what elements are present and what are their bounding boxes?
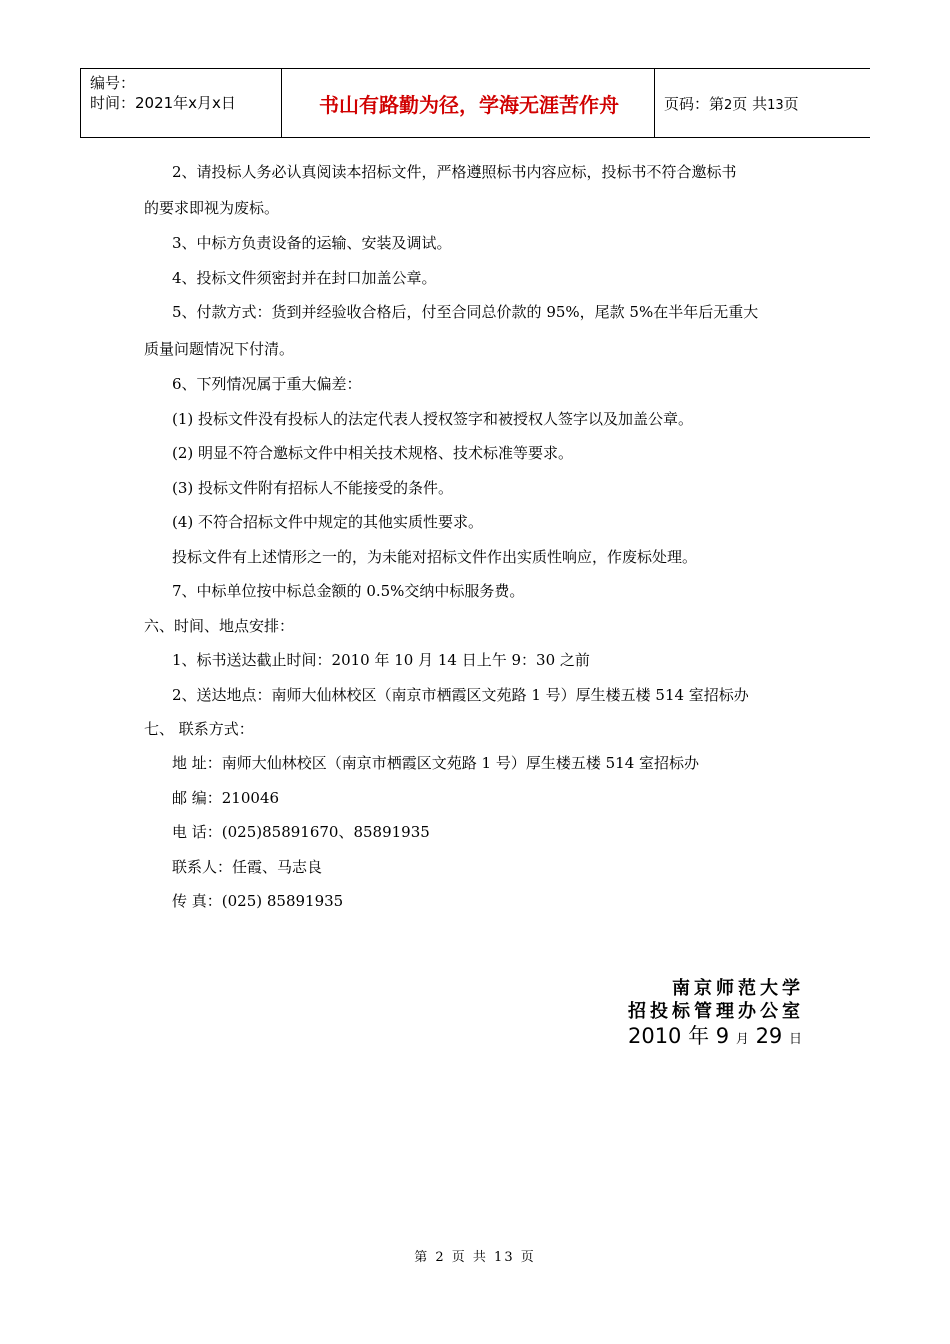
- header-border-left: [80, 69, 81, 137]
- body-line: (1) 投标文件没有投标人的法定代表人授权签字和被授权人签字以及加盖公章。: [172, 410, 694, 428]
- date-yue: 月: [735, 1032, 749, 1047]
- header-time: 时间：2021年x月x日: [90, 94, 236, 112]
- body-line: 6、下列情况属于重大偏差：: [172, 375, 362, 393]
- section-heading: 七、 联系方式：: [144, 720, 254, 738]
- body-line: 投标文件有上述情形之一的，为未能对招标文件作出实质性响应，作废标处理。: [172, 548, 698, 566]
- page-footer: 第 2 页 共 13 页: [414, 1250, 536, 1265]
- signature-date: [628, 1020, 802, 1050]
- signature-org: 南京师范大学: [672, 978, 804, 999]
- body-line: (4) 不符合招标文件中规定的其他实质性要求。: [172, 513, 484, 531]
- header-motto: 书山有路勤为径，学海无涯苦作舟: [319, 92, 619, 117]
- date-day: 29: [755, 1024, 783, 1048]
- body-line: (3) 投标文件附有招标人不能接受的条件。: [172, 479, 454, 497]
- header-number: 编号：: [90, 74, 136, 92]
- date-month: 9: [715, 1024, 730, 1048]
- header-meta: [90, 73, 280, 113]
- page-prefix: 页码：第: [664, 95, 725, 113]
- body-line: 质量问题情况下付清。: [144, 340, 295, 358]
- date-nian: 年: [688, 1024, 710, 1048]
- header-divider-1: [281, 69, 282, 137]
- section-heading: 六、时间、地点安排：: [144, 617, 295, 635]
- signature-office: 招投标管理办公室: [628, 1001, 804, 1022]
- page-current: 2: [724, 98, 733, 113]
- body-line: 3、中标方负责设备的运输、安装及调试。: [172, 234, 452, 252]
- contact-line: 联系人：任霞、马志良: [172, 858, 323, 876]
- body-line: (2) 明显不符合邀标文件中相关技术规格、技术标准等要求。: [172, 444, 574, 462]
- body-line: 的要求即视为废标。: [144, 199, 280, 217]
- contact-line: 邮 编：210046: [172, 789, 280, 807]
- date-ri: 日: [788, 1032, 802, 1047]
- body-line: 2、请投标人务必认真阅读本招标文件，严格遵照标书内容应标，投标书不符合邀标书: [172, 163, 737, 181]
- page-mid: 页 共: [732, 95, 768, 113]
- body-line: 4、投标文件须密封并在封口加盖公章。: [172, 269, 437, 287]
- body-line: 7、中标单位按中标总金额的 0.5%交纳中标服务费。: [172, 582, 525, 600]
- page-suffix: 页: [783, 95, 799, 113]
- contact-line: 电 话：(025)85891670、85891935: [172, 823, 430, 841]
- page-total: 13: [767, 98, 784, 113]
- date-year: 2010: [627, 1024, 682, 1048]
- body-line: 5、付款方式：货到并经验收合格后，付至合同总价款的 95%，尾款 5%在半年后无重大: [172, 303, 759, 321]
- header-page-info: [664, 93, 864, 114]
- body-line: 2、送达地点：南师大仙林校区（南京市栖霞区文苑路 1 号）厚生楼五楼 514 室招标办: [172, 686, 749, 704]
- contact-line: 传 真：(025) 85891935: [172, 892, 344, 910]
- contact-line: 地 址：南师大仙林校区（南京市栖霞区文苑路 1 号）厚生楼五楼 514 室招标办: [172, 754, 700, 772]
- header-table: [80, 68, 870, 138]
- body-line: 1、标书送达截止时间：2010 年 10 月 14 日上午 9：30 之前: [172, 651, 590, 669]
